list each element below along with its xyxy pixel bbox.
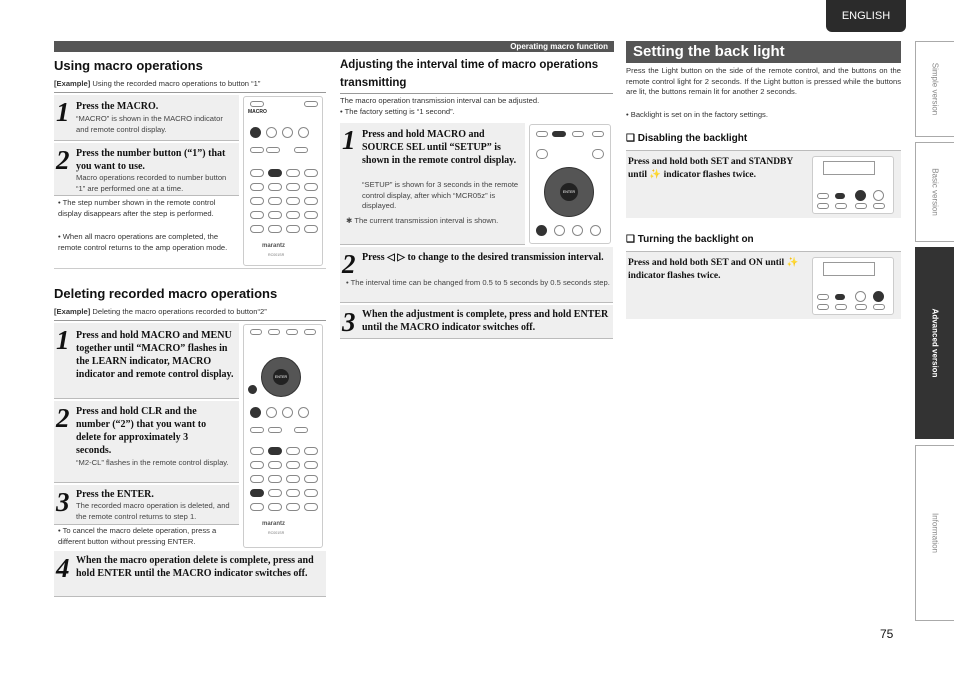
step-title: Press and hold MACRO and SOURCE SEL until “SETUP” is shown in the remote control display. (362, 129, 517, 166)
step-number: 3 (56, 487, 70, 517)
back-light-intro: Press the Light button on the side of the remote control, and the buttons on the remote control light for 2 seconds. If the Light button is pressed while the buttons are lit, the buttons remain lit for another 2 seconds. (626, 66, 901, 96)
remote-lcd (823, 161, 875, 175)
step-1 (54, 95, 239, 141)
step-body: “M2-CL” flashes in the remote control display. (76, 458, 229, 467)
note-2: • When all macro operations are completed, the remote control returns to the amp operation mode. (58, 232, 228, 252)
note-1: • The step number shown in the remote control display disappears after the step is performed. (58, 198, 216, 218)
disable-text: Press and hold both SET and STANDBY until ✨ indicator flashes twice. (628, 157, 793, 180)
step-title: When the adjustment is complete, press and hold ENTER until the MACRO indicator switches off. (362, 309, 609, 333)
delete-title: Deleting recorded macro operations (54, 286, 278, 301)
tab-label: Information (930, 512, 940, 554)
on-button (873, 291, 884, 302)
language-tab: ENGLISH (826, 0, 906, 32)
remote-illustration-2: ENTER marantz RC001SR (243, 324, 323, 548)
step-body: “MACRO” is shown in the MACRO indicator and remote control display. (76, 114, 223, 134)
delete-step-1 (54, 323, 239, 399)
remote-model: RC001SR (268, 253, 285, 257)
example-line (54, 79, 334, 90)
step-title: Press ◁ ▷ to change to the desired transmission interval. (362, 252, 604, 263)
number-2-button (268, 447, 282, 455)
macro-button (250, 407, 261, 418)
step-number: 1 (56, 97, 70, 127)
step-number: 3 (342, 307, 356, 337)
tab-label: Advanced version (930, 308, 940, 378)
disable-heading: ❑ Disabling the backlight (626, 133, 748, 144)
remote-panel-illustration (812, 257, 894, 315)
remote-lcd (823, 262, 875, 276)
tab-label: Basic version (930, 168, 940, 216)
menu-button (248, 385, 257, 394)
remote-brand: marantz (262, 243, 286, 249)
using-macro-title: Using macro operations (54, 58, 203, 73)
disable-box (626, 150, 901, 218)
set-button (835, 193, 845, 199)
delete-note: • To cancel the macro delete operation, press a different button without pressing ENTER. (58, 526, 217, 546)
step-body: Macro operations recorded to number button “1” are performed one at a time. (76, 173, 227, 193)
step-title: Press and hold CLR and the number (“2”) that you want to delete for approximately 3 seconds. (76, 406, 207, 456)
turn-on-heading: ❑ Turning the backlight on (626, 234, 754, 245)
example-text: Using the recorded macro operations to button “1” (90, 79, 261, 88)
step-body: “SETUP” is shown for 3 seconds in the remote control display, after which “MCR05z” is displayed. (362, 180, 519, 210)
step-number: 1 (56, 325, 70, 355)
interval-intro-note: • The factory setting is “1 second”. (340, 107, 455, 116)
standby-button (855, 190, 866, 201)
delete-step-4 (54, 551, 326, 597)
remote-illustration-3: ENTER (529, 124, 611, 244)
divider (54, 268, 326, 269)
interval-step-1 (340, 123, 525, 245)
step-title: Press the ENTER. (76, 489, 154, 500)
example-text: Deleting the macro operations recorded to button“2” (90, 307, 267, 316)
step-title: Press the number button (“1”) that you want to use. (76, 148, 226, 172)
interval-intro: The macro operation transmission interval can be adjusted. (340, 96, 540, 105)
turn-on-box (626, 251, 901, 319)
remote-brand: marantz (262, 521, 286, 527)
step-title: Press and hold MACRO and MENU together until “MACRO” flashes in the LEARN indicator, MACRO indicator and remote control display. (76, 330, 234, 380)
number-1-button (268, 169, 282, 177)
macro-button (536, 225, 547, 236)
step-title: Press the MACRO. (76, 101, 159, 112)
set-button (835, 294, 845, 300)
back-light-note: • Backlight is set on in the factory settings. (626, 110, 768, 119)
tab-label: Simple version (930, 62, 940, 116)
turn-on-text: Press and hold both SET and ON until ✨ indicator flashes twice. (628, 258, 799, 281)
divider (340, 93, 613, 94)
clr-button (250, 489, 264, 497)
step-2 (54, 143, 239, 196)
delete-step-3 (54, 485, 239, 525)
step-number: 1 (342, 125, 356, 155)
delete-example-line (54, 307, 334, 318)
step-body: The recorded macro operation is deleted, and the remote control returns to step 1. (76, 501, 230, 521)
step-number: 4 (56, 553, 70, 583)
section-bar: Operating macro function (54, 41, 614, 52)
back-light-title: Setting the back light (626, 41, 901, 63)
step-number: 2 (56, 145, 70, 175)
remote-illustration: MACRO marantz RC001SR (243, 96, 323, 266)
tab-advanced-version[interactable] (915, 247, 954, 439)
interval-title: Adjusting the interval time of macro operations transmitting (340, 59, 599, 89)
interval-step-2 (340, 247, 613, 303)
delete-step-2 (54, 401, 239, 483)
example-label: [Example] (54, 307, 91, 316)
source-sel-button (552, 131, 566, 137)
remote-panel-illustration (812, 156, 894, 214)
interval-step-3 (340, 305, 613, 339)
step-note: • The interval time can be changed from 0.5 to 5 seconds by 0.5 seconds step. (346, 278, 610, 287)
step-title: When the macro operation delete is complete, press and hold ENTER until the MACRO indicator switches off. (76, 555, 314, 579)
macro-button (250, 127, 261, 138)
page-number: 75 (880, 627, 894, 641)
example-label: [Example] (54, 79, 91, 88)
step-number: 2 (342, 249, 356, 279)
step-note: ✱ The current transmission interval is shown. (346, 216, 499, 225)
tab-basic-version[interactable] (915, 142, 954, 242)
tab-simple-version[interactable] (915, 41, 954, 137)
step-number: 2 (56, 403, 70, 433)
remote-model: RC001SR (268, 531, 285, 535)
tab-information[interactable] (915, 445, 954, 621)
divider (54, 320, 326, 321)
divider (54, 92, 326, 93)
